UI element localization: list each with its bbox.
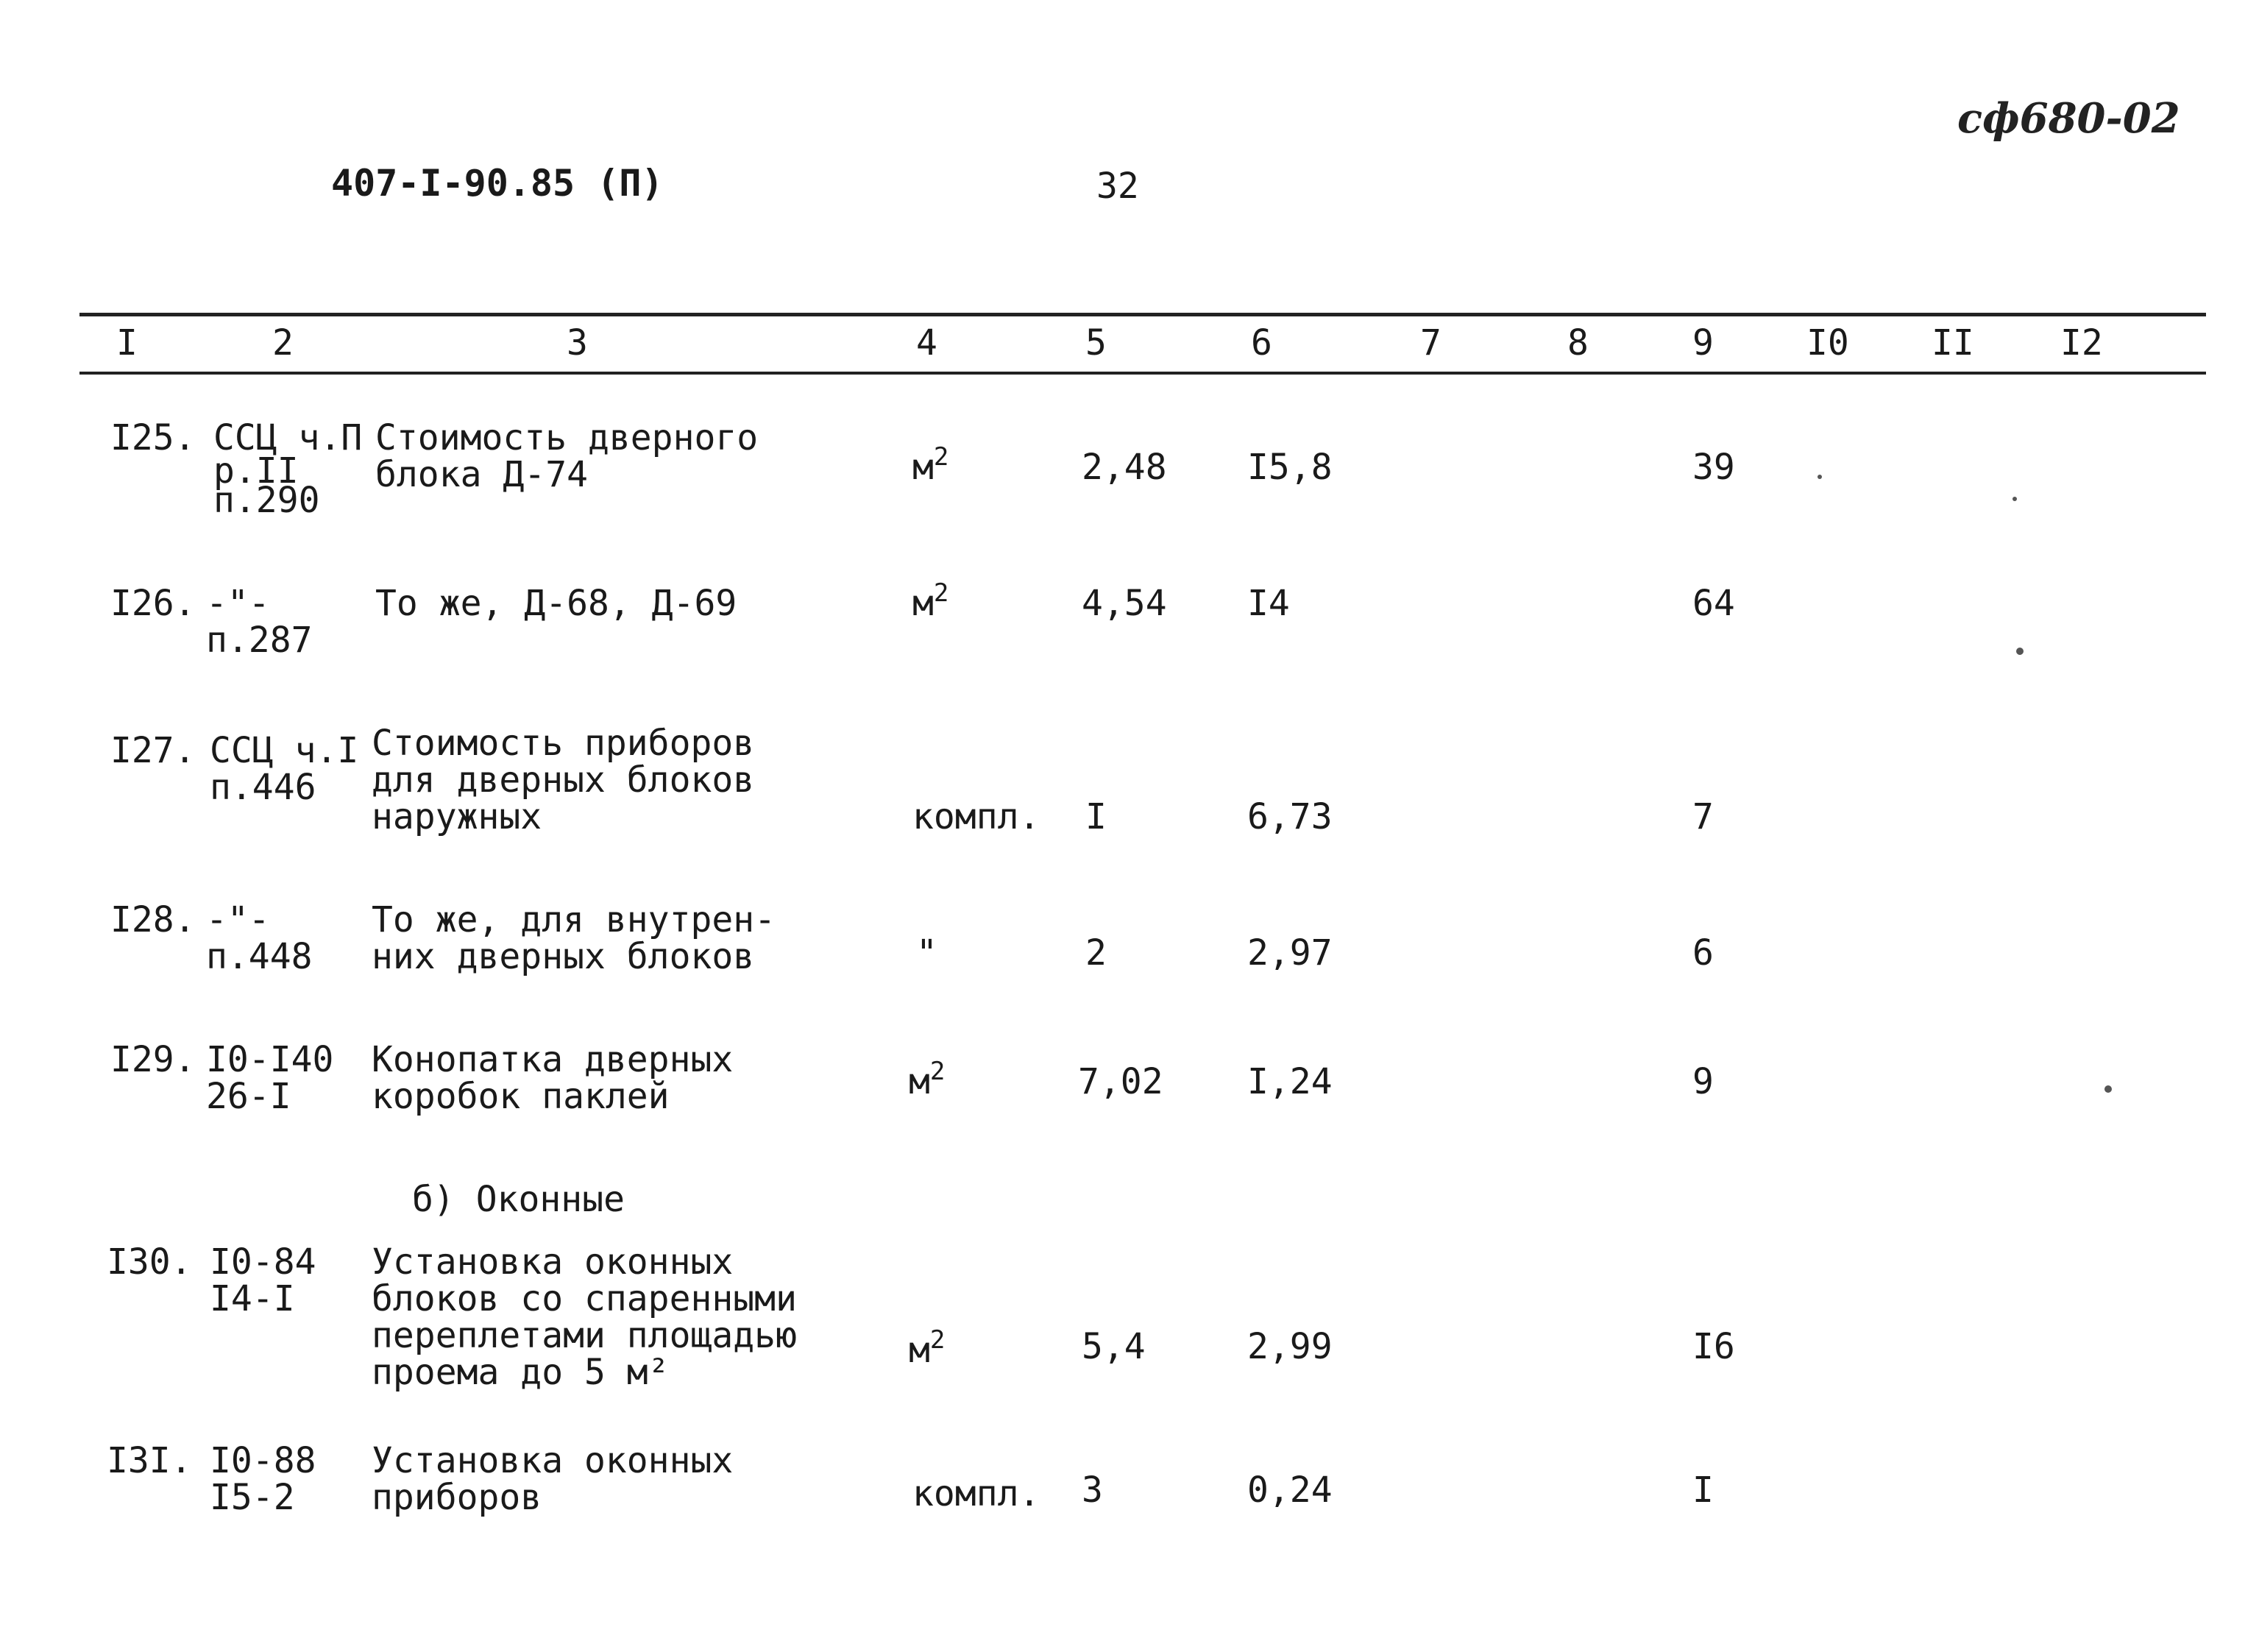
row-description: Установка оконных блоков со спаренными переплетами площадью проема до 5 м² xyxy=(372,1241,797,1393)
row-number: I3I. xyxy=(107,1440,192,1481)
row-quantity: 5,4 xyxy=(1082,1326,1146,1367)
row-reference: ССЦ ч.П р.II п.290 xyxy=(213,417,363,521)
row-number: I27. xyxy=(110,730,196,771)
column-header-1: I xyxy=(116,322,138,364)
row-total: 64 xyxy=(1692,583,1735,624)
row-total: I6 xyxy=(1692,1326,1735,1367)
row-description: То же, для внутрен- них дверных блоков xyxy=(372,899,776,977)
row-quantity: I xyxy=(1085,796,1107,837)
row-number: I30. xyxy=(107,1241,192,1283)
row-unit-cost: 0,24 xyxy=(1247,1470,1333,1511)
row-number: I26. xyxy=(110,583,196,624)
row-unit-cost: I,24 xyxy=(1247,1061,1333,1102)
row-unit: $м^2$ xyxy=(909,1325,946,1371)
row-total: 9 xyxy=(1692,1061,1714,1102)
column-header-4: 4 xyxy=(916,322,937,364)
row-unit: компл. xyxy=(912,1473,1040,1514)
row-unit-cost: I4 xyxy=(1247,583,1290,624)
row-reference: I0-88 I5-2 xyxy=(210,1440,316,1518)
scan-speck xyxy=(2016,648,2024,655)
row-number: I29. xyxy=(110,1039,196,1080)
scan-speck xyxy=(2012,497,2017,501)
row-description: Конопатка дверных коробок паклей xyxy=(372,1039,734,1117)
row-quantity: 3 xyxy=(1082,1470,1103,1511)
column-header-3: 3 xyxy=(567,322,588,364)
column-header-9: 9 xyxy=(1692,322,1714,364)
row-quantity: 7,02 xyxy=(1078,1061,1163,1102)
row-total: 7 xyxy=(1692,796,1714,837)
row-quantity: 4,54 xyxy=(1082,583,1167,624)
column-header-5: 5 xyxy=(1085,322,1107,364)
row-reference: -"- п.287 xyxy=(206,583,313,661)
row-description: Установка оконных приборов xyxy=(372,1440,734,1518)
row-reference: -"- п.448 xyxy=(206,899,313,977)
row-unit-cost: I5,8 xyxy=(1247,447,1333,488)
row-unit-cost: 2,97 xyxy=(1247,932,1333,974)
row-total: 39 xyxy=(1692,447,1735,488)
row-unit: " xyxy=(916,932,937,974)
scan-speck xyxy=(1818,475,1822,479)
row-reference: I0-I40 26-I xyxy=(206,1039,334,1117)
table-header-rule xyxy=(79,372,2206,375)
row-number: I28. xyxy=(110,899,196,940)
row-number: I25. xyxy=(110,417,196,458)
column-header-7: 7 xyxy=(1420,322,1441,364)
scan-speck xyxy=(2104,1085,2112,1093)
table-top-rule xyxy=(79,313,2206,316)
column-header-6: 6 xyxy=(1251,322,1272,364)
row-description: Стоимость дверного блока Д-74 xyxy=(375,417,759,495)
column-header-8: 8 xyxy=(1567,322,1589,364)
column-header-10: I0 xyxy=(1806,322,1849,364)
document-code: 407-I-90.85 (П) xyxy=(331,162,664,205)
row-description: То же, Д-68, Д-69 xyxy=(375,583,737,624)
row-unit-cost: 2,99 xyxy=(1247,1326,1333,1367)
column-header-11: II xyxy=(1932,322,1974,364)
section-heading: б) Оконные xyxy=(412,1179,625,1220)
row-unit: $м^2$ xyxy=(909,1057,946,1102)
page-number: 32 xyxy=(1096,166,1139,207)
row-quantity: 2,48 xyxy=(1082,447,1167,488)
row-unit: $м^2$ xyxy=(912,578,949,624)
row-unit-cost: 6,73 xyxy=(1247,796,1333,837)
column-header-2: 2 xyxy=(272,322,294,364)
column-header-12: I2 xyxy=(2060,322,2103,364)
archive-stamp: сф680-02 xyxy=(1957,94,2180,143)
row-unit: компл. xyxy=(912,796,1040,837)
row-unit: $м^2$ xyxy=(912,442,949,488)
row-reference: I0-84 I4-I xyxy=(210,1241,316,1319)
row-total: 6 xyxy=(1692,932,1714,974)
row-total: I xyxy=(1692,1470,1714,1511)
row-description: Стоимость приборов для дверных блоков наружных xyxy=(372,723,755,837)
row-reference: ССЦ ч.I п.446 xyxy=(210,730,359,808)
row-quantity: 2 xyxy=(1085,932,1107,974)
